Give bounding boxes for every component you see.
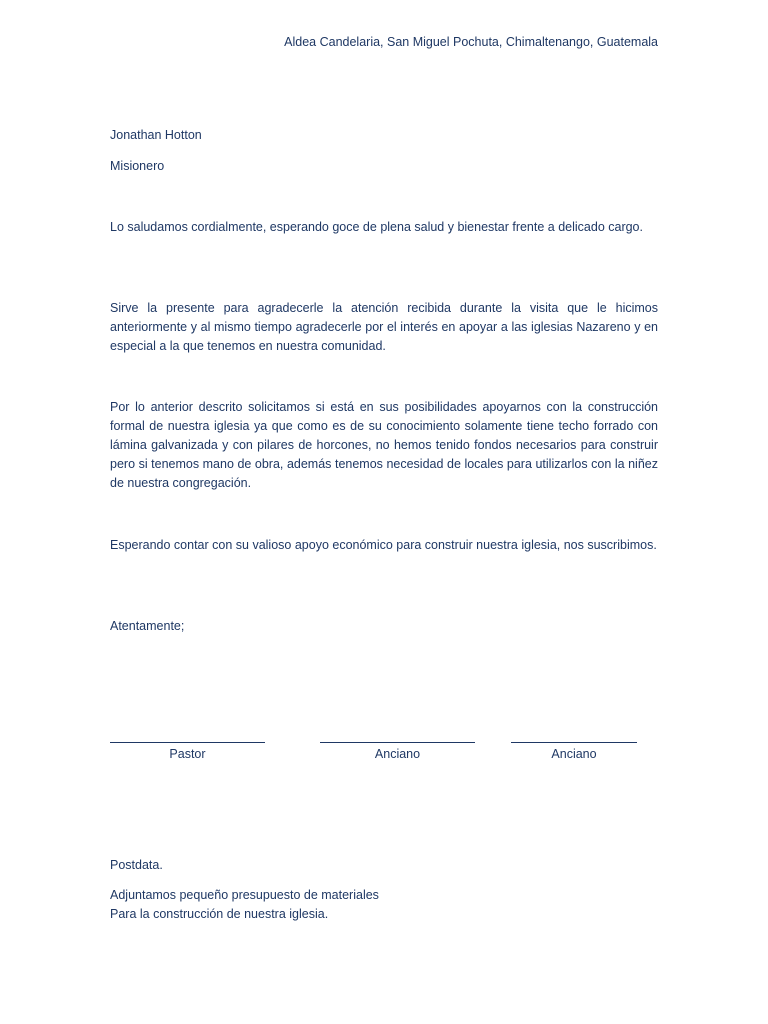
signature-block-pastor: [110, 736, 265, 764]
request-paragraph: Por lo anterior descrito solicitamos si está en sus posibilidades apoyarnos con la construcción formal de nuestra iglesia ya que como es de su conocimiento solamente tiene techo forrado con lámina galvanizada y con pilares de horcones, no hemos tenido fondos necesarios para construir pero si tenemos mano de obra, además tenemos necesidad de locales para utilizarlos con la niñez de nuestra congregación.: [110, 400, 658, 490]
signature-line: [511, 736, 637, 743]
signature-line: [320, 736, 475, 743]
signature-line: [110, 736, 265, 743]
recipient-name: Jonathan Hotton: [110, 128, 202, 142]
postscript-line-1: Adjuntamos pequeño presupuesto de materiales: [110, 888, 379, 902]
signature-block-elder-2: [511, 736, 637, 764]
recipient-title: Misionero: [110, 159, 165, 173]
postscript-heading: Postdata.: [110, 858, 163, 872]
thanks-paragraph: Sirve la presente para agradecerle la atención recibida durante la visita que le hicimos anteriormente y al mismo tiempo agradecerle por el interés en apoyar a las iglesias Nazareno y en especial a la que tenemos en nuestra comunidad.: [110, 301, 658, 353]
sender-location: Aldea Candelaria, San Miguel Pochuta, Chimaltenango, Guatemala: [284, 35, 658, 49]
signature-label: Anciano: [374, 747, 421, 761]
signature-label: Pastor: [169, 747, 206, 761]
signature-block-elder-1: [320, 736, 475, 764]
postscript-line-2: Para la construcción de nuestra iglesia.: [110, 907, 329, 921]
closing-salutation: Atentamente;: [110, 619, 185, 633]
signature-label: Anciano: [551, 747, 597, 761]
greeting-paragraph: Lo saludamos cordialmente, esperando goce de plena salud y bienestar frente a delicado cargo.: [110, 220, 643, 234]
farewell-paragraph: Esperando contar con su valioso apoyo económico para construir nuestra iglesia, nos suscribimos.: [110, 538, 657, 552]
